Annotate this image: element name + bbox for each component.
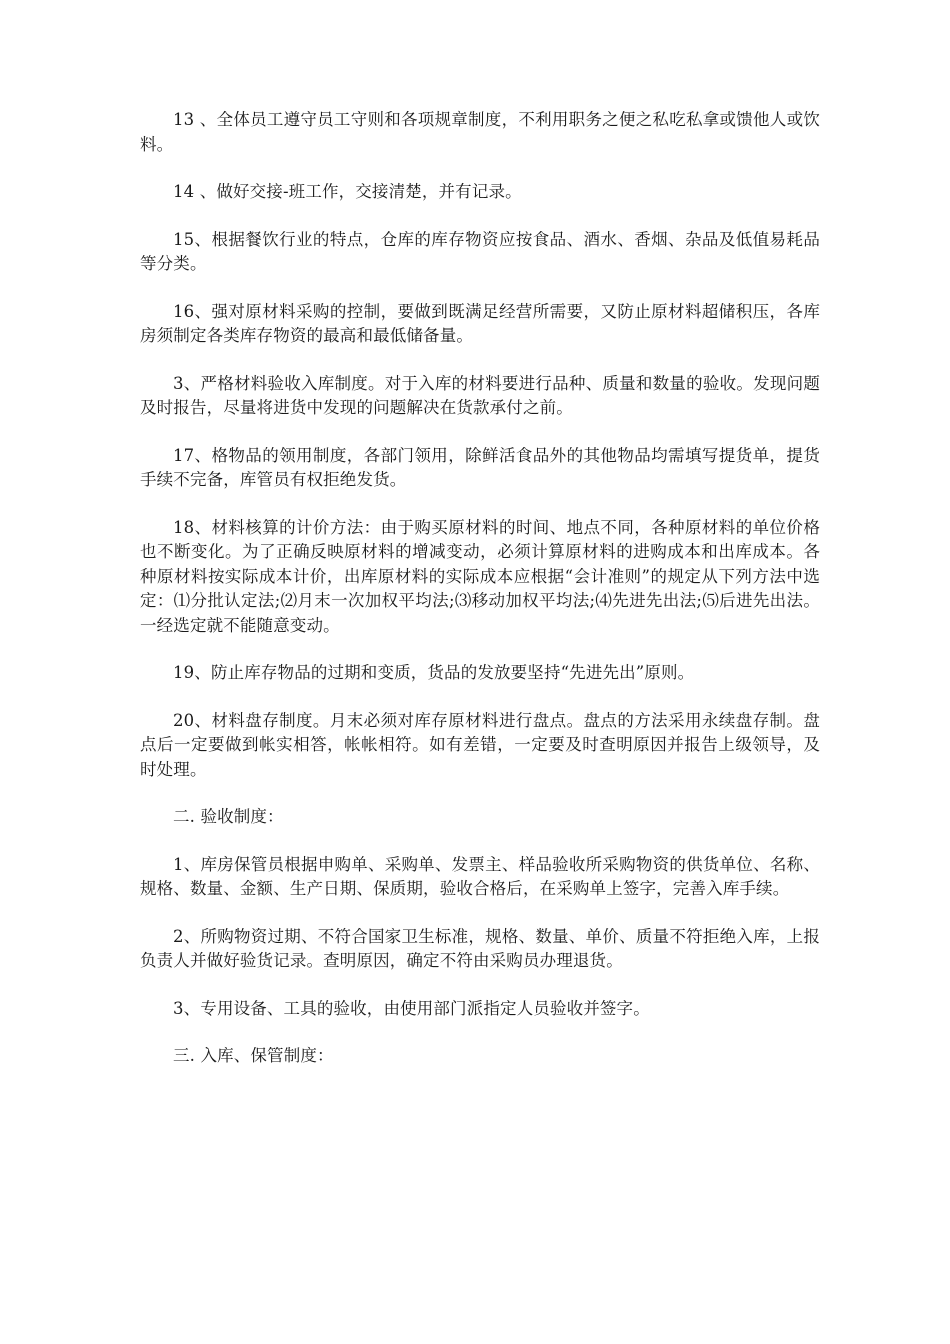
document-body <box>140 108 820 1092</box>
paragraph-19: 19、防止库存物品的过期和变质，货品的发放要坚持“先进先出”原则。 <box>173 663 695 682</box>
paragraph-17: 17、格物品的领用制度，各部门领用，除鲜活食品外的其他物品均需填写提货单，提货手续不完备，库管员有权拒绝发货。 <box>140 445 820 489</box>
paragraph-15: 15、根据餐饮行业的特点，仓库的库存物资应按食品、酒水、香烟、杂品及低值易耗品等分类。 <box>140 229 820 273</box>
acceptance-item-2: 2、所购物资过期、不符合国家卫生标准，规格、数量、单价、质量不符拒绝入库，上报负责人并做好验货记录。查明原因，确定不符由采购员办理退货。 <box>140 926 820 970</box>
paragraph-14: 14 、做好交接-班工作，交接清楚，并有记录。 <box>173 182 522 201</box>
acceptance-item-1: 1、库房保管员根据申购单、采购单、发票主、样品验收所采购物资的供货单位、名称、规格、数量、金额、生产日期、保质期，验收合格后，在采购单上签字，完善入库手续。 <box>140 854 820 898</box>
acceptance-item-3: 3、专用设备、工具的验收，由使用部门派指定人员验收并签字。 <box>173 998 650 1018</box>
paragraph-13: 13 、全体员工遵守员工守则和各项规章制度，不利用职务之便之私吃私拿或馈他人或饮料。 <box>140 110 820 154</box>
section-heading-acceptance: 二. 验收制度： <box>173 807 284 826</box>
paragraph-3-inspection: 3、严格材料验收入库制度。对于入库的材料要进行品种、质量和数量的验收。发现问题及时报告，尽量将进货中发现的问题解决在货款承付之前。 <box>140 373 820 417</box>
paragraph-20: 20、材料盘存制度。月末必须对库存原材料进行盘点。盘点的方法采用永续盘存制。盘点后一定要做到帐实相答，帐帐相符。如有差错，一定要及时查明原因并报告上级领导，及时处理。 <box>140 710 820 779</box>
paragraph-18: 18、材料核算的计价方法：由于购买原材料的时间、地点不同，各种原材料的单位价格也不断变化。为了正确反映原材料的增减变动，必须计算原材料的进购成本和出库成本。各种原材料按实际成本计价，出库原材料的实际成本应根据“会计准则”的规定从下列方法中选定：⑴分批认定法;⑵月末一次加权平均法;⑶移动加权平均法;⑷先进先出法;⑸后进先出法。一经选定就不能随意变动。 <box>140 517 820 635</box>
paragraph-16: 16、强对原材料采购的控制，要做到既满足经营所需要，又防止原材料超储积压，各库房须制定各类库存物资的最高和最低储备量。 <box>140 301 820 345</box>
section-heading-storage: 三. 入库、保管制度： <box>173 1046 334 1065</box>
